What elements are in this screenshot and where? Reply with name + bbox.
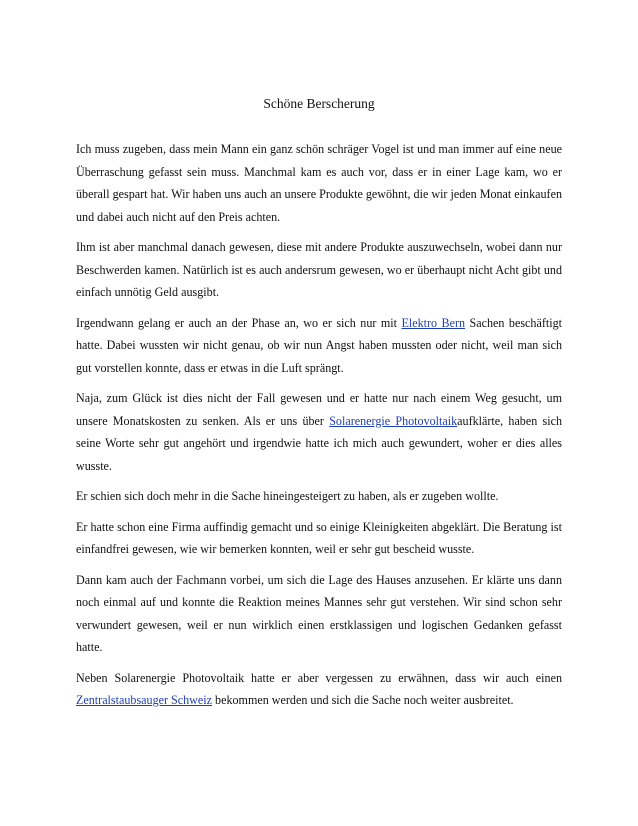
paragraph-text: aufklärte, haben sich seine Worte sehr gut angehört und irgendwie hatte ich mich auch gewundert, woher er dies alles wusste. bbox=[76, 413, 562, 473]
paragraph-text: Er schien sich doch mehr in die Sache hineingesteigert zu haben, als er zugeben wollte. bbox=[76, 489, 499, 503]
paragraph-text: Neben Solarenergie Photovoltaik hatte er aber vergessen zu erwähnen, dass wir auch einen bbox=[76, 670, 562, 685]
paragraph-text: Sachen beschäftigt hatte. Dabei wussten wir nicht genau, ob wir nun Angst haben mussten oder nicht, weil man sich gut vorstellen konnte, dass er etwas in die Luft sprängt. bbox=[76, 315, 562, 375]
paragraph-text: Naja, zum Glück ist dies nicht der Fall gewesen und er hatte nur nach einem Weg gesucht, um unsere Monatskosten zu senken. Als er uns über bbox=[76, 391, 562, 428]
link-solarenergie-photovoltaik[interactable]: Solarenergie Photovoltaik bbox=[329, 413, 458, 428]
paragraph-1 bbox=[76, 138, 562, 228]
paragraph-text: Irgendwann gelang er auch an der Phase an, wo er sich nur mit bbox=[76, 315, 402, 330]
paragraph-7 bbox=[76, 569, 562, 659]
paragraph-text: Dann kam auch der Fachmann vorbei, um sich die Lage des Hauses anzusehen. Er klärte uns dann noch einmal auf und konnte die Reaktion meines Mannes sehr gut verstehen. Wir sind schon sehr verwundert gewesen, weil er nun wirklich einen erstklassigen und logischen Gedanken gefasst hatte. bbox=[76, 572, 562, 654]
link-zentralstaubsauger-schweiz[interactable]: Zentralstaubsauger Schweiz bbox=[76, 693, 213, 707]
paragraph-5 bbox=[76, 485, 562, 508]
paragraph-2 bbox=[76, 236, 562, 304]
paragraph-3 bbox=[76, 312, 562, 380]
paragraph-text: Ihm ist aber manchmal danach gewesen, diese mit andere Produkte auszuwechseln, wobei dann nur Beschwerden kamen. Natürlich ist es auch andersrum gewesen, wo er überhaupt nicht Acht gibt und einfach unnötig Geld ausgibt. bbox=[76, 240, 562, 299]
paragraph-8 bbox=[76, 667, 562, 712]
paragraph-text: bekommen werden und sich die Sache noch weiter ausbreitet. bbox=[212, 693, 514, 707]
paragraph-text: Ich muss zugeben, dass mein Mann ein ganz schön schräger Vogel ist und man immer auf eine neue Überraschung gefasst sein muss. Manchmal kam es auch vor, dass er in einer Lage kam, wo er überall gespart hat. Wir haben uns auch an unsere Produkte gewöhnt, die wir jeden Monat einkaufen und dabei auch nicht auf den Preis achten. bbox=[76, 142, 562, 224]
paragraph-4 bbox=[76, 387, 562, 477]
paragraph-6 bbox=[76, 516, 562, 561]
link-elektro-bern[interactable]: Elektro Bern bbox=[401, 315, 466, 330]
paragraph-text: Er hatte schon eine Firma auffindig gemacht und so einige Kleinigkeiten abgeklärt. Die Beratung ist einfandfrei gewesen, wie wir bemerken konnten, weil er sehr gut bescheid wusste. bbox=[76, 519, 562, 556]
document-title: Schöne Berscherung bbox=[263, 96, 375, 111]
